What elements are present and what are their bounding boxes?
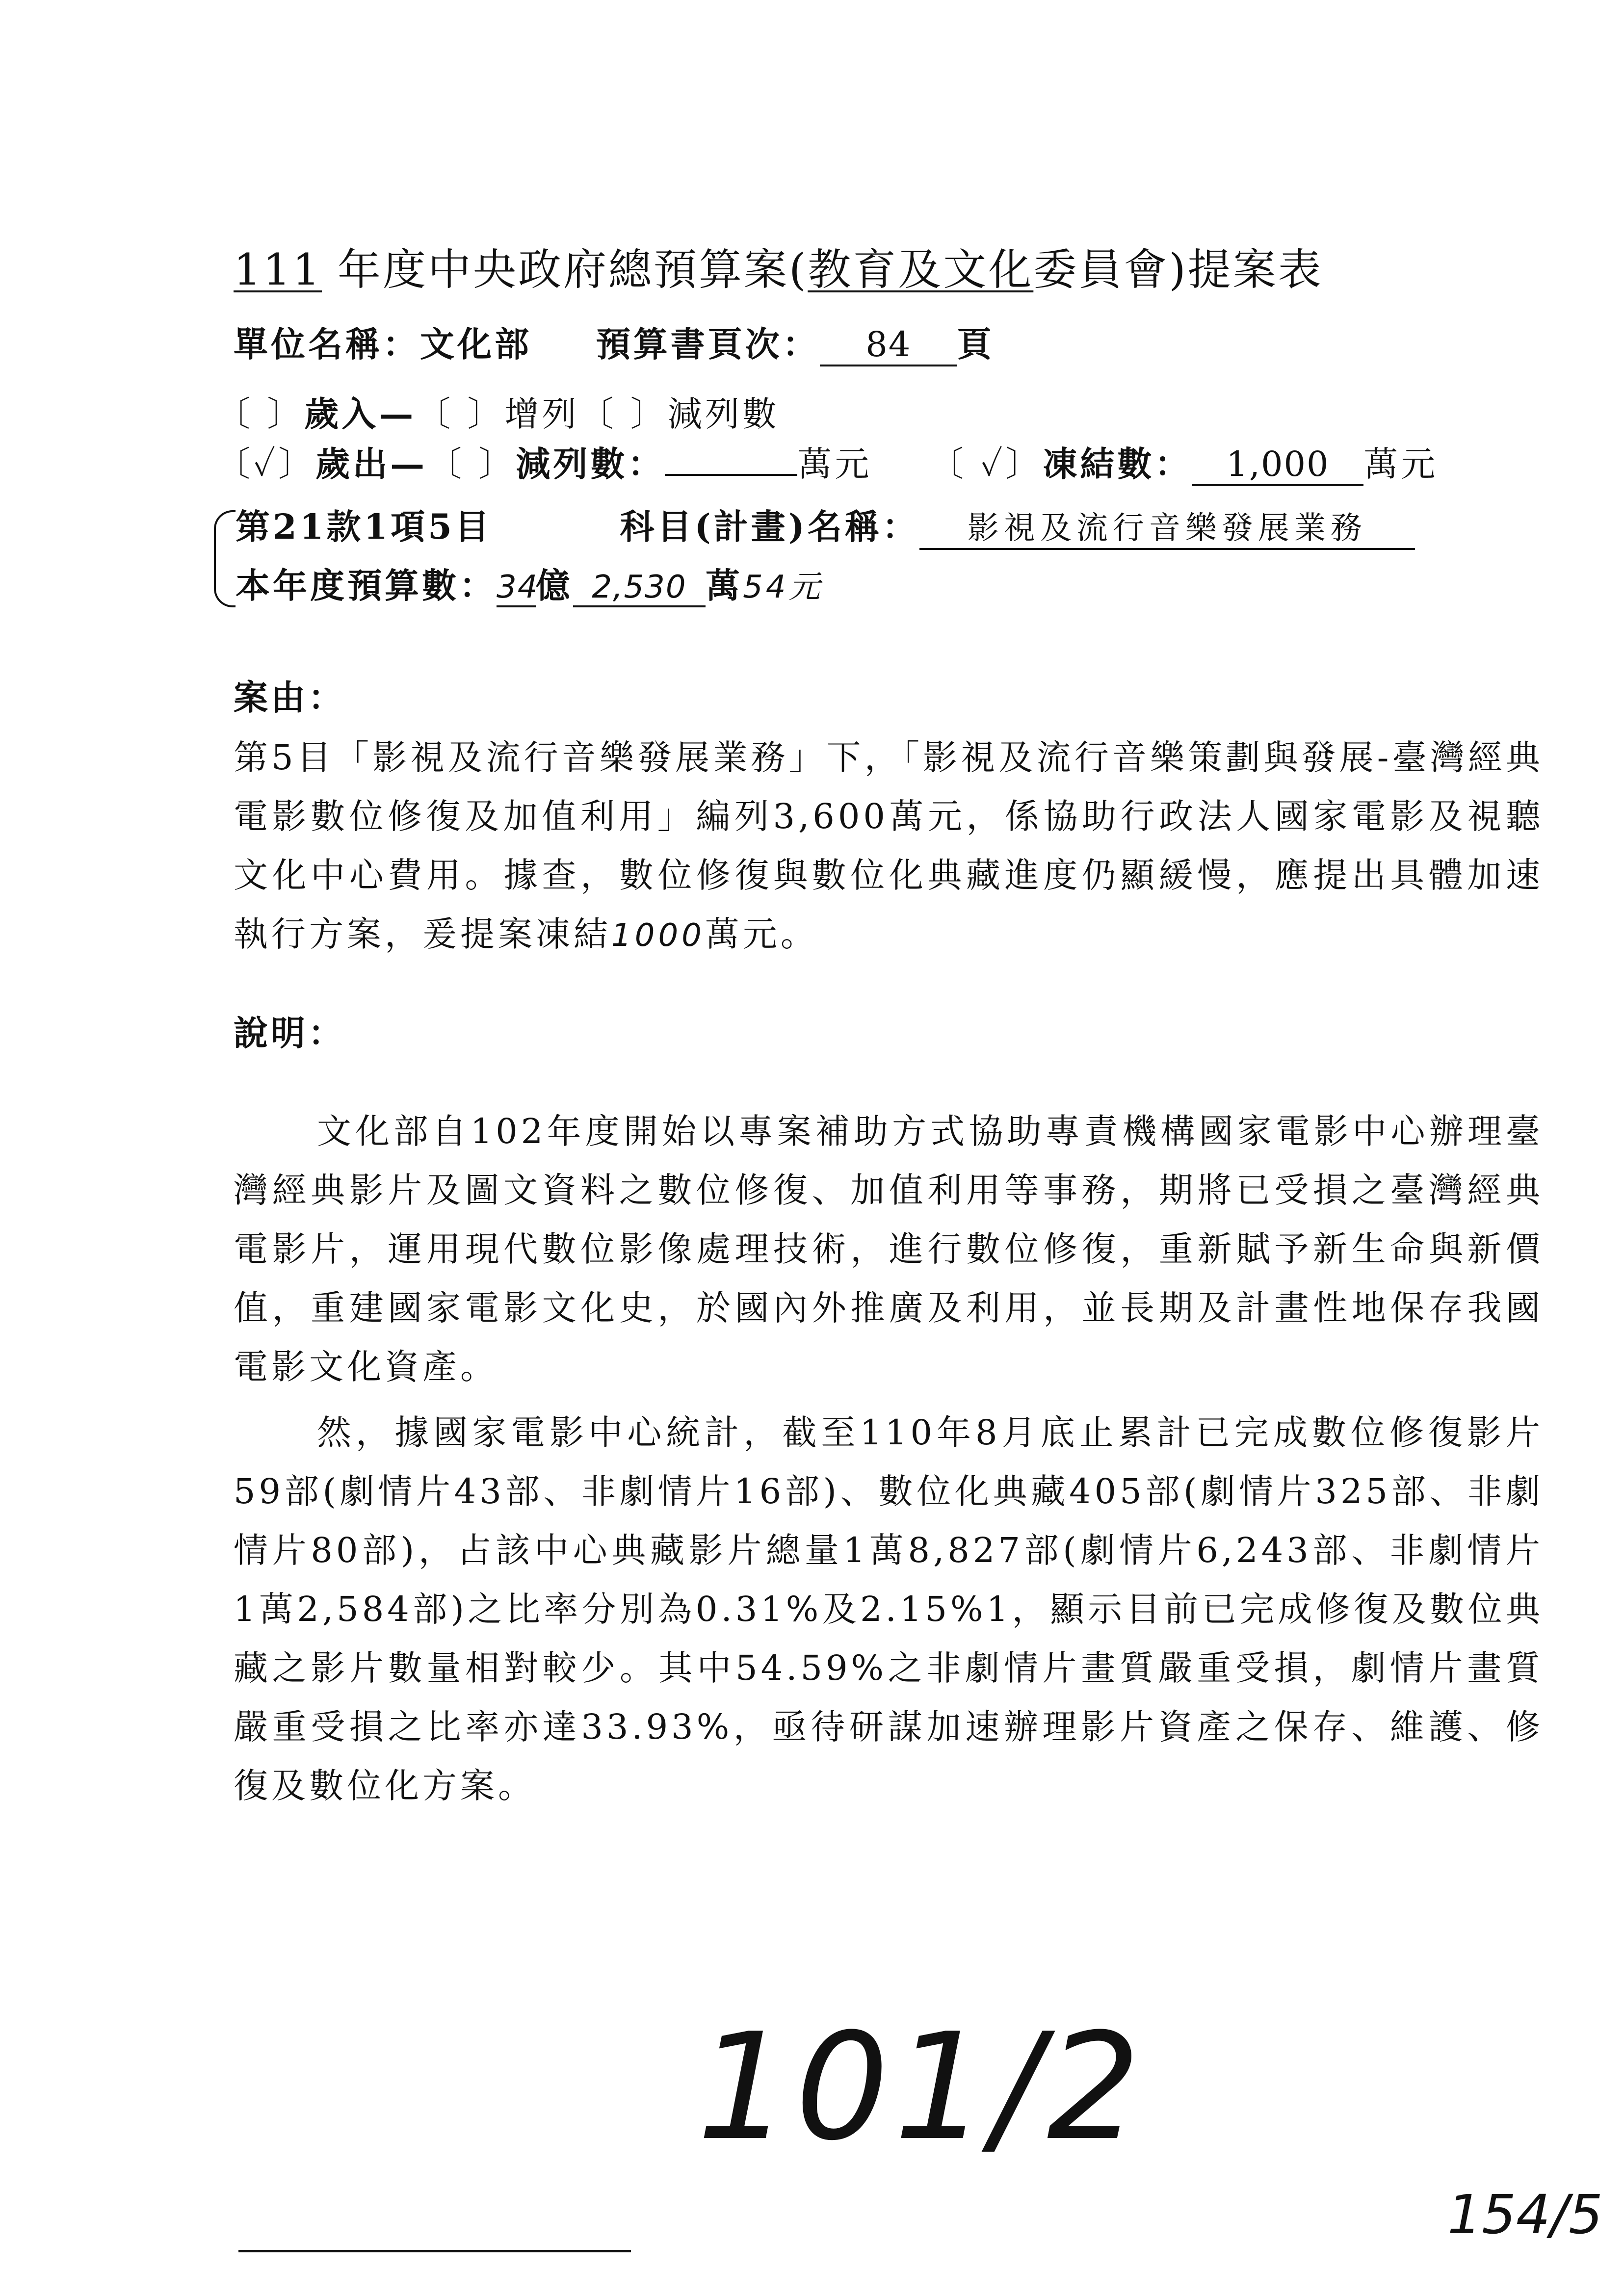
expense-checkbox: 〔✓〕 (216, 444, 316, 484)
page-title (234, 235, 1323, 297)
budget-line (236, 558, 823, 608)
freeze-checkbox: 〔 ✓〕 (929, 444, 1043, 484)
explanation-paragraph-1 (234, 1102, 1544, 1396)
subject-name-label: 科目(計畫)名稱： (620, 506, 919, 547)
footer-rule (238, 2250, 631, 2252)
budget-wan-unit: 萬 (706, 565, 743, 606)
title-committee: 教育及文化 (808, 244, 1034, 295)
increase-label: 增列 (504, 394, 579, 434)
revenue-label: 歲入— (304, 393, 417, 434)
page-suffix: 頁 (957, 324, 995, 365)
case-text-end: 萬元。 (705, 914, 818, 954)
case-text: 第5目「影視及流行音樂發展業務」下，「影視及流行音樂策劃與發展-臺灣經典電影數位修復及加值利用」編列3,600萬元，係協助行政法人國家電影及視聽文化中心費用。據查，數位修復與數位化典藏進度仍顯緩慢，應提出具體加速執行方案，爰提案凍結 (234, 737, 1544, 954)
explanation-text-1: 文化部自102年度開始以專案補助方式協助專責機構國家電影中心辦理臺灣經典影片及圖文資料之數位修復、加值利用等事務，期將已受損之臺灣經典電影片，運用現代數位影像處理技術，進行數位修復，重新賦予新生命與新價值，重建國家電影文化史，於國內外推廣及利用，並長期及計畫性地保存我國電影文化資產。 (234, 1111, 1544, 1387)
reduce-checkbox: 〔 〕 (427, 444, 516, 484)
decrease-label: 減列數 (667, 394, 780, 434)
case-paragraph (234, 728, 1544, 965)
subject-code: 第21款1項5目 (236, 506, 492, 547)
freeze-unit: 萬元 (1363, 444, 1439, 484)
explanation-text-2: 然，據國家電影中心統計，截至110年8月底止累計已完成數位修復影片59部(劇情片43部、非劇情片16部)、數位化典藏405部(劇情片325部、非劇情片80部)，占該中心典藏影片總量1萬8,827部(劇情片6,243部、非劇情片1萬2,584部)之比率分別為0.31%及2.15%1，顯示目前已完成修復及數位典藏之影片數量相對較少。其中54.59%之非劇情片畫質嚴重受損，劇情片畫質嚴重受損之比率亦達33.93%，亟待研謀加速辦理影片資產之保存、維護、修復及數位化方案。 (234, 1412, 1544, 1806)
subject-name-value: 影視及流行音樂發展業務 (919, 503, 1415, 550)
reduce-unit: 萬元 (797, 444, 872, 484)
case-hand-amount: 1000 (611, 917, 705, 954)
title-suffix: 委員會)提案表 (1033, 244, 1323, 295)
freeze-value: 1,000 (1192, 444, 1363, 486)
unit-line (234, 317, 995, 366)
decrease-checkbox: 〔 〕 (579, 394, 668, 434)
handwritten-corner-number: 154/5 (1447, 2183, 1603, 2246)
explanation-paragraph-2 (234, 1403, 1544, 1815)
budget-tail: 54元 (743, 569, 823, 605)
budget-yi-unit: 億 (536, 565, 573, 606)
explanation-heading: 說明： (234, 1013, 345, 1053)
subject-line (236, 499, 1415, 550)
budget-yi-value: 34 (497, 569, 536, 607)
expense-line (216, 437, 1438, 486)
handwritten-page-number: 101/2 (697, 2002, 1146, 2173)
freeze-label: 凍結數： (1043, 444, 1192, 484)
title-prefix: 年度中央政府總預算案( (337, 244, 808, 295)
unit-label: 單位名稱： (234, 324, 420, 365)
case-heading: 案由： (234, 677, 345, 718)
increase-checkbox: 〔 〕 (416, 394, 505, 434)
unit-value: 文化部 (420, 324, 532, 365)
reduce-label: 減列數： (516, 444, 665, 484)
revenue-line (216, 387, 780, 436)
reduce-value (665, 474, 797, 476)
subject-bracket (214, 510, 236, 607)
budget-wan-value: 2,530 (573, 569, 706, 607)
page-label: 預算書頁次： (596, 324, 820, 365)
title-year: 111 (234, 244, 322, 295)
budget-label: 本年度預算數： (236, 565, 497, 606)
revenue-checkbox: 〔 〕 (216, 394, 305, 434)
expense-label: 歲出— (315, 444, 428, 484)
page-value: 84 (820, 324, 957, 366)
